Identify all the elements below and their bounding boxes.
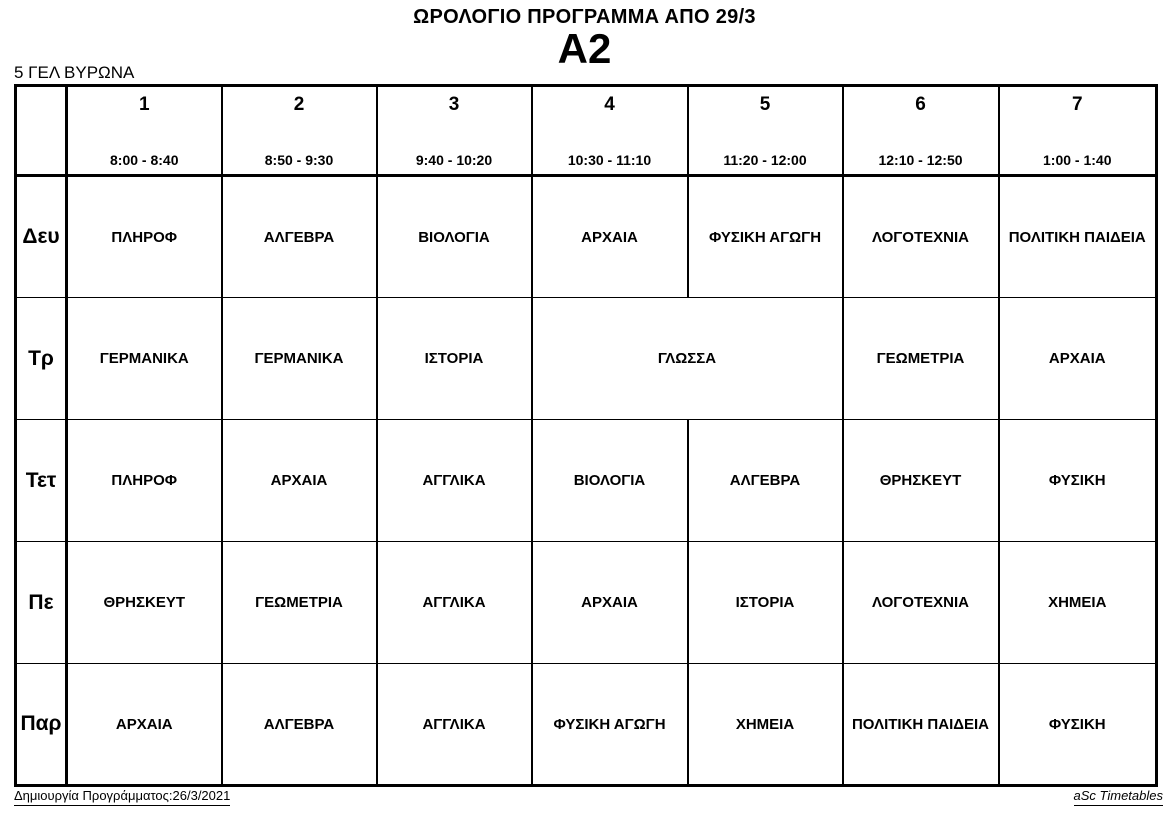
period-header-cell (999, 86, 1157, 176)
lesson-cell: ΠΛΗΡΟΦ (67, 176, 222, 298)
timetable-body (16, 176, 1157, 786)
day-row (16, 420, 1157, 542)
lesson-cell: ΑΛΓΕΒΡΑ (222, 176, 377, 298)
lesson-cell: ΦΥΣΙΚΗ ΑΓΩΓΗ (688, 176, 843, 298)
lesson-cell: ΒΙΟΛΟΓΙΑ (532, 420, 688, 542)
lesson-cell: ΛΟΓΟΤΕΧΝΙΑ (843, 542, 999, 664)
lesson-cell: ΦΥΣΙΚΗ ΑΓΩΓΗ (532, 664, 688, 786)
day-row (16, 176, 1157, 298)
lesson-cell: ΑΓΓΛΙΚΑ (377, 420, 532, 542)
lesson-cell: ΦΥΣΙΚΗ (999, 664, 1157, 786)
period-number: 5 (759, 94, 771, 115)
period-header-cell (67, 86, 222, 176)
lesson-cell: ΓΕΡΜΑΝΙΚΑ (222, 298, 377, 420)
period-number: 6 (915, 94, 926, 115)
class-name: A2 (557, 25, 612, 72)
period-header-cell (377, 86, 532, 176)
lesson-cell: ΦΥΣΙΚΗ (999, 420, 1157, 542)
lesson-cell: ΘΡΗΣΚΕΥΤ (843, 420, 999, 542)
period-time: 11:20 - 12:00 (723, 151, 807, 168)
lesson-cell: ΓΕΩΜΕΤΡΙΑ (843, 298, 999, 420)
period-time: 8:00 - 8:40 (110, 151, 179, 168)
lesson-cell: ΧΗΜΕΙΑ (999, 542, 1157, 664)
period-time: 1:00 - 1:40 (1043, 151, 1112, 168)
lesson-cell: ΑΓΓΛΙΚΑ (377, 664, 532, 786)
lesson-cell: ΠΟΛΙΤΙΚΗ ΠΑΙΔΕΙΑ (843, 664, 999, 786)
period-header-cell (688, 86, 843, 176)
period-number: 2 (293, 94, 305, 115)
period-header-cell (532, 86, 688, 176)
day-row (16, 298, 1157, 420)
period-header-cell (222, 86, 377, 176)
period-time: 10:30 - 11:10 (567, 151, 652, 168)
lesson-cell: ΘΡΗΣΚΕΥΤ (67, 542, 222, 664)
lesson-cell: ΑΡΧΑΙΑ (67, 664, 222, 786)
lesson-cell: ΠΛΗΡΟΦ (67, 420, 222, 542)
day-label-cell: Πε (16, 542, 67, 664)
lesson-cell: ΒΙΟΛΟΓΙΑ (377, 176, 532, 298)
period-header-cell (843, 86, 999, 176)
lesson-cell: ΠΟΛΙΤΙΚΗ ΠΑΙΔΕΙΑ (999, 176, 1157, 298)
period-number: 7 (1071, 94, 1083, 115)
lesson-cell: ΑΡΧΑΙΑ (532, 542, 688, 664)
lesson-cell: ΓΕΩΜΕΤΡΙΑ (222, 542, 377, 664)
day-label-cell: Δευ (16, 176, 67, 298)
day-label-cell: Παρ (16, 664, 67, 786)
period-time: 12:10 - 12:50 (878, 151, 963, 168)
lesson-cell: ΙΣΤΟΡΙΑ (377, 298, 532, 420)
period-header-row (16, 86, 1157, 176)
lesson-cell: ΑΡΧΑΙΑ (222, 420, 377, 542)
period-time: 9:40 - 10:20 (415, 151, 493, 168)
lesson-cell: ΓΕΡΜΑΝΙΚΑ (67, 298, 222, 420)
school-name: 5 ΓΕΛ ΒΥΡΩΝΑ (14, 63, 135, 82)
period-number: 4 (604, 94, 615, 115)
footer (14, 788, 1163, 806)
lesson-cell: ΙΣΤΟΡΙΑ (688, 542, 843, 664)
day-row (16, 664, 1157, 786)
lesson-cell: ΛΟΓΟΤΕΧΝΙΑ (843, 176, 999, 298)
corner-cell (16, 86, 67, 176)
page-header (0, 0, 1169, 84)
lesson-cell: ΑΛΓΕΒΡΑ (222, 664, 377, 786)
lesson-cell: ΑΓΓΛΙΚΑ (377, 542, 532, 664)
lesson-cell: ΧΗΜΕΙΑ (688, 664, 843, 786)
timetable (14, 84, 1158, 787)
lesson-cell: ΓΛΩΣΣΑ (532, 298, 843, 420)
footer-created-label: Δημιουργία Προγράμματος:26/3/2021 (14, 788, 230, 806)
period-number: 3 (448, 94, 460, 115)
lesson-cell: ΑΡΧΑΙΑ (999, 298, 1157, 420)
page-title: ΩΡΟΛΟΓΙΟ ΠΡΟΓΡΑΜΜΑ ΑΠΟ 29/3 (413, 6, 756, 28)
lesson-cell: ΑΡΧΑΙΑ (532, 176, 688, 298)
day-label-cell: Τετ (16, 420, 67, 542)
day-label-cell: Τρ (16, 298, 67, 420)
footer-brand-label: aSc Timetables (1074, 788, 1163, 806)
period-number: 1 (138, 94, 150, 115)
day-row (16, 542, 1157, 664)
period-time: 8:50 - 9:30 (264, 151, 334, 168)
lesson-cell: ΑΛΓΕΒΡΑ (688, 420, 843, 542)
